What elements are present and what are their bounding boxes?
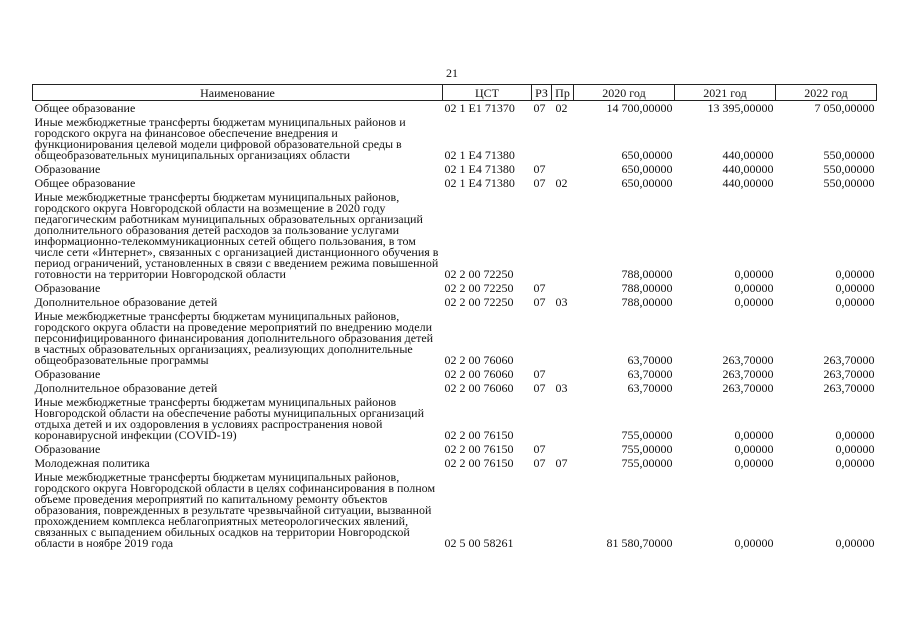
table-row <box>33 190 877 281</box>
table-row <box>33 162 877 176</box>
row-2020: 14 700,00000 <box>606 101 673 115</box>
row-2022: 0,00000 <box>835 442 875 456</box>
header-rz: РЗ <box>532 85 552 101</box>
row-rz: 07 <box>533 101 546 115</box>
row-cst: 02 2 00 76150 <box>444 428 514 442</box>
row-rz <box>532 395 552 442</box>
row-pr: 02 <box>555 176 568 190</box>
row-2021: 263,70000 <box>722 353 774 367</box>
header-2021: 2021 год <box>675 85 776 101</box>
row-cst: 02 2 00 76150 <box>444 456 514 470</box>
row-cst: 02 5 00 58261 <box>444 536 514 550</box>
row-pr <box>552 442 574 456</box>
table-row <box>33 295 877 309</box>
table-row <box>33 281 877 295</box>
row-cst: 02 2 00 72250 <box>444 295 514 309</box>
row-cst: 02 2 00 72250 <box>444 281 514 295</box>
table-row <box>33 115 877 162</box>
row-pr <box>552 281 574 295</box>
table-row <box>33 367 877 381</box>
row-2020: 63,70000 <box>627 353 673 367</box>
table-row <box>33 470 877 550</box>
row-rz <box>532 115 552 162</box>
row-2022: 0,00000 <box>835 536 875 550</box>
table-row <box>33 176 877 190</box>
row-pr <box>552 470 574 550</box>
row-name: Иные межбюджетные трансферты бюджетам муниципальных районов, городского округа области на проведение мероприятий по внедрению модели персонифицированного финансирования дополнительного образования детей в частных образовательных организациях, реализующих дополнительные общеобразовательные программы <box>34 309 434 367</box>
row-2021: 0,00000 <box>734 442 774 456</box>
row-name: Образование <box>34 162 101 176</box>
row-cst: 02 1 E4 71380 <box>444 176 515 190</box>
row-2020: 788,00000 <box>621 295 673 309</box>
row-2020: 81 580,70000 <box>606 536 673 550</box>
row-name: Общее образование <box>34 176 136 190</box>
row-name: Иные межбюджетные трансферты бюджетам муниципальных районов и городского округа на финансовое обеспечение внедрения и функционирования целевой модели цифровой образовательной среды в общеобразовательных муниципальных организациях области <box>34 115 406 162</box>
row-2022: 0,00000 <box>835 281 875 295</box>
row-pr <box>552 190 574 281</box>
row-pr <box>552 162 574 176</box>
row-2020: 755,00000 <box>621 456 673 470</box>
row-2020: 788,00000 <box>621 267 673 281</box>
header-2020: 2020 год <box>574 85 675 101</box>
page-number: 21 <box>446 66 458 80</box>
row-2021: 263,70000 <box>722 381 774 395</box>
table-row <box>33 442 877 456</box>
row-2020: 650,00000 <box>621 162 673 176</box>
row-name: Иные межбюджетные трансферты бюджетам муниципальных районов, городского округа Новгородской области в целях софинансирования в полном объеме проведения мероприятий по капитальному ремонту объектов образования, поврежденных в результате чрезвычайной ситуации, вызванной прохождением комплекса неблагоприятных метеорологических явлений, связанных с выпадением обильных осадков на территории Новгородской области в ноябре 2019 года <box>34 470 436 550</box>
row-pr <box>552 367 574 381</box>
row-cst: 02 2 00 76060 <box>444 381 514 395</box>
row-name: Общее образование <box>34 101 136 115</box>
table-row <box>33 381 877 395</box>
row-name: Дополнительное образование детей <box>34 295 218 309</box>
row-2022: 0,00000 <box>835 295 875 309</box>
row-name: Дополнительное образование детей <box>34 381 218 395</box>
row-cst: 02 2 00 76060 <box>444 367 514 381</box>
row-name: Молодежная политика <box>34 456 150 470</box>
row-2022: 550,00000 <box>823 176 875 190</box>
row-2021: 263,70000 <box>722 367 774 381</box>
table-row <box>33 309 877 367</box>
row-2022: 263,70000 <box>823 367 875 381</box>
row-2021: 13 395,00000 <box>707 101 774 115</box>
header-name: Наименование <box>33 85 443 101</box>
row-rz: 07 <box>533 281 546 295</box>
row-2021: 0,00000 <box>734 428 774 442</box>
row-name: Образование <box>34 281 101 295</box>
row-2022: 0,00000 <box>835 428 875 442</box>
row-2022: 7 050,00000 <box>814 101 875 115</box>
header-2022: 2022 год <box>776 85 877 101</box>
row-2021: 440,00000 <box>722 148 774 162</box>
row-name: Иные межбюджетные трансферты бюджетам муниципальных районов, городского округа Новгородской области на возмещение в 2020 году педагогическим работникам муниципальных образовательных организаций дополнительного образования детей расходов за пользование услугами информационно-телекоммуникационных сетей общего пользования, в том числе сети «Интернет», связанных с организацией дистанционного обучения в период ограничений, установленных в связи с введением режима повышенной готовности на территории Новгородской области <box>34 190 439 281</box>
row-pr <box>552 309 574 367</box>
row-2020: 650,00000 <box>621 148 673 162</box>
budget-table <box>32 84 877 550</box>
row-name: Иные межбюджетные трансферты бюджетам муниципальных районов Новгородской области на обеспечение работы муниципальных организаций отдыха детей и их оздоровления в условиях распространения новой коронавирусной инфекции (COVID-19) <box>34 395 425 442</box>
row-cst: 02 1 E1 71370 <box>444 101 515 115</box>
row-rz: 07 <box>533 176 546 190</box>
row-2020: 755,00000 <box>621 442 673 456</box>
row-rz <box>532 309 552 367</box>
row-rz: 07 <box>533 381 546 395</box>
row-rz <box>532 470 552 550</box>
row-2022: 550,00000 <box>823 148 875 162</box>
row-2021: 0,00000 <box>734 295 774 309</box>
row-2022: 550,00000 <box>823 162 875 176</box>
row-pr: 03 <box>555 381 568 395</box>
row-2022: 263,70000 <box>823 353 875 367</box>
row-2021: 440,00000 <box>722 162 774 176</box>
row-2021: 440,00000 <box>722 176 774 190</box>
row-2021: 0,00000 <box>734 281 774 295</box>
row-pr <box>552 115 574 162</box>
row-rz: 07 <box>533 456 546 470</box>
row-2022: 0,00000 <box>835 267 875 281</box>
row-pr <box>552 395 574 442</box>
row-cst: 02 2 00 72250 <box>444 267 514 281</box>
row-rz: 07 <box>533 162 546 176</box>
row-rz: 07 <box>533 442 546 456</box>
table-header-row <box>33 85 877 101</box>
row-cst: 02 1 E4 71380 <box>444 162 515 176</box>
table-row <box>33 456 877 470</box>
row-rz: 07 <box>533 295 546 309</box>
row-2021: 0,00000 <box>734 456 774 470</box>
row-2022: 0,00000 <box>835 456 875 470</box>
row-pr: 03 <box>555 295 568 309</box>
row-2021: 0,00000 <box>734 536 774 550</box>
table-row <box>33 395 877 442</box>
row-pr: 07 <box>555 456 568 470</box>
row-2020: 63,70000 <box>627 381 673 395</box>
row-cst: 02 1 E4 71380 <box>444 148 515 162</box>
row-rz <box>532 190 552 281</box>
row-name: Образование <box>34 442 101 456</box>
row-2022: 263,70000 <box>823 381 875 395</box>
row-2020: 63,70000 <box>627 367 673 381</box>
row-2020: 788,00000 <box>621 281 673 295</box>
row-pr: 02 <box>555 101 568 115</box>
row-2021: 0,00000 <box>734 267 774 281</box>
row-cst: 02 2 00 76150 <box>444 442 514 456</box>
table-row <box>33 101 877 116</box>
row-rz: 07 <box>533 367 546 381</box>
header-pr: Пр <box>552 85 574 101</box>
row-2020: 650,00000 <box>621 176 673 190</box>
row-name: Образование <box>34 367 101 381</box>
row-2020: 755,00000 <box>621 428 673 442</box>
header-cst: ЦСТ <box>443 85 532 101</box>
row-cst: 02 2 00 76060 <box>444 353 514 367</box>
